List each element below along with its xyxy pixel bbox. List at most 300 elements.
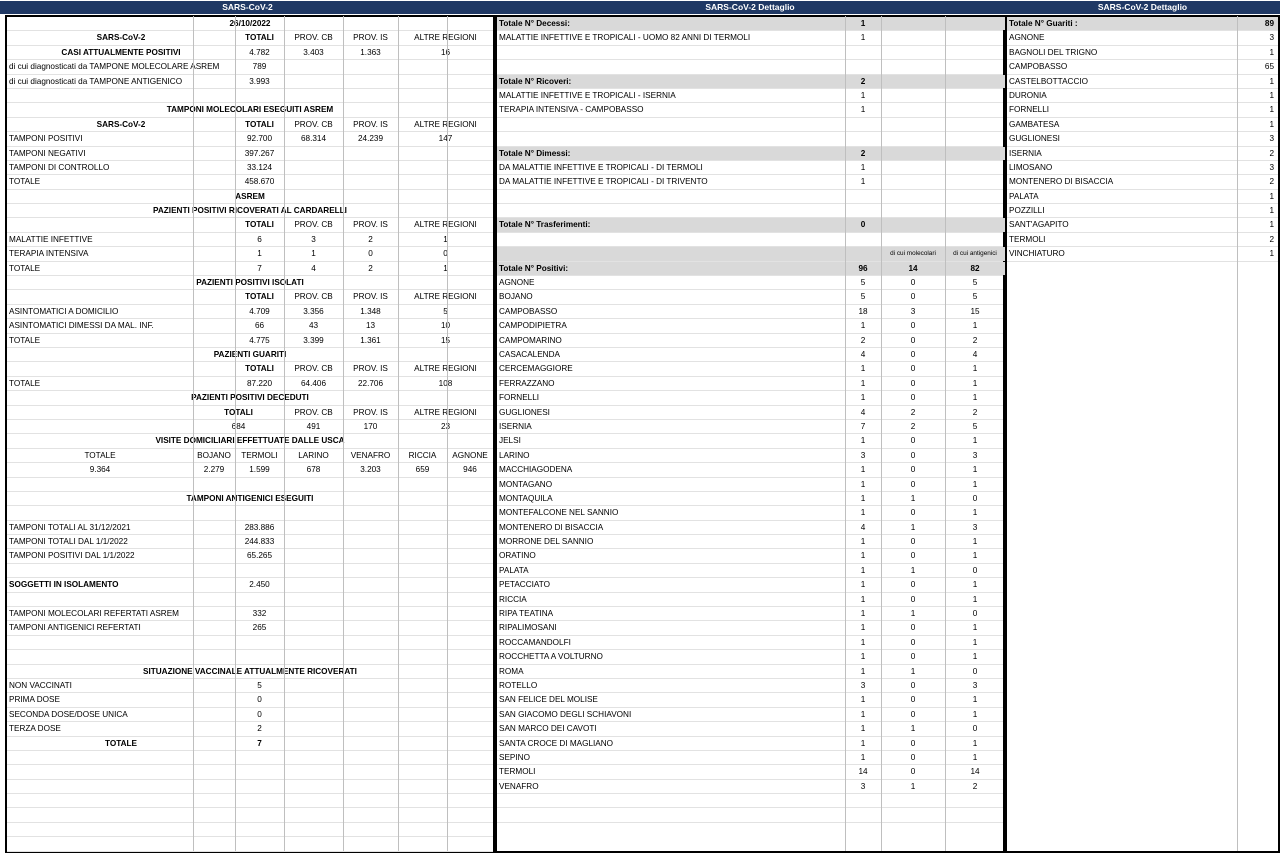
table-row bbox=[7, 679, 493, 693]
table-cell: DURONIA bbox=[1009, 90, 1047, 100]
table-cell: 2.450 bbox=[249, 580, 270, 590]
table-cell: 4 bbox=[311, 263, 316, 273]
table-cell: PROV. IS bbox=[353, 292, 388, 302]
table-row bbox=[497, 276, 1003, 290]
table-cell: TOTALI bbox=[245, 364, 274, 374]
table-cell: 678 bbox=[306, 465, 321, 475]
table-cell: 1 bbox=[1269, 191, 1274, 201]
table-row bbox=[7, 420, 493, 434]
table-cell: 4.782 bbox=[249, 47, 270, 57]
table-cell: 1 bbox=[860, 666, 866, 676]
table-cell: 789 bbox=[252, 62, 267, 72]
table-row bbox=[497, 334, 1003, 348]
table-row bbox=[7, 578, 493, 592]
table-cell: TAMPONI MOLECOLARI ESEGUITI ASREM bbox=[166, 105, 334, 115]
table-cell: 1 bbox=[860, 752, 866, 762]
table-cell: 1 bbox=[860, 537, 866, 547]
table-cell: ORATINO bbox=[499, 551, 536, 561]
table-cell: 18 bbox=[858, 306, 868, 316]
table-cell: 15 bbox=[970, 306, 980, 316]
table-cell: FERRAZZANO bbox=[499, 378, 555, 388]
table-row bbox=[7, 837, 493, 851]
table-row bbox=[497, 75, 1003, 89]
table-cell: 170 bbox=[363, 421, 378, 431]
table-row bbox=[497, 578, 1003, 592]
table-cell: 16 bbox=[440, 47, 451, 57]
table-cell: Totale N° Ricoveri: bbox=[499, 76, 572, 86]
table-row bbox=[497, 434, 1003, 448]
table-row bbox=[7, 190, 493, 204]
table-row bbox=[7, 808, 493, 822]
table-cell: 0 bbox=[910, 450, 916, 460]
table-row bbox=[497, 463, 1003, 477]
table-cell: TERMOLI bbox=[499, 767, 536, 777]
table-row bbox=[7, 377, 493, 391]
table-row bbox=[497, 521, 1003, 535]
table-cell: 1 bbox=[1269, 220, 1274, 230]
table-cell: Totale N° Trasferimenti: bbox=[499, 220, 591, 230]
table-cell: 3 bbox=[1269, 33, 1274, 43]
table-row bbox=[7, 319, 493, 333]
table-cell: ALTRE REGIONI bbox=[414, 220, 477, 230]
table-cell: 3.203 bbox=[360, 465, 381, 475]
table-cell: SOGGETTI IN ISOLAMENTO bbox=[9, 580, 119, 590]
table-row bbox=[7, 204, 493, 218]
table-row bbox=[497, 103, 1003, 117]
table-cell: 96 bbox=[858, 263, 868, 273]
table-cell: ASINTOMATICI DIMESSI DA MAL. INF. bbox=[9, 321, 154, 331]
table-cell: TOTALI bbox=[245, 33, 274, 43]
table-cell: SARS-CoV-2 bbox=[96, 33, 146, 43]
table-cell: 26/10/2022 bbox=[229, 19, 271, 28]
table-row bbox=[7, 434, 493, 448]
table-cell: 1 bbox=[860, 378, 866, 388]
table-cell: RICCIA bbox=[408, 450, 437, 460]
table-cell: 0 bbox=[910, 393, 916, 403]
table-cell: 1 bbox=[860, 724, 866, 734]
table-cell: 0 bbox=[910, 465, 916, 475]
table-row bbox=[497, 391, 1003, 405]
table-cell: TAMPONI NEGATIVI bbox=[9, 148, 86, 158]
table-cell: 82 bbox=[970, 263, 980, 273]
table-row bbox=[7, 31, 493, 45]
table-row bbox=[7, 218, 493, 232]
table-cell: VENAFRO bbox=[350, 450, 391, 460]
table-cell: 1 bbox=[860, 19, 866, 28]
table-cell: 1.348 bbox=[360, 306, 381, 316]
table-row bbox=[7, 118, 493, 132]
table-cell: 1 bbox=[860, 738, 866, 748]
table-cell: PROV. CB bbox=[294, 33, 333, 43]
table-cell: 1 bbox=[972, 551, 978, 561]
table-cell: 946 bbox=[463, 465, 477, 475]
table-cell: PAZIENTI POSITIVI RICOVERATI AL CARDARELLI bbox=[153, 206, 347, 216]
table-cell: PROV. CB bbox=[294, 119, 333, 129]
table-row bbox=[7, 161, 493, 175]
table-cell: TOTALI bbox=[245, 119, 274, 129]
table-cell: 3 bbox=[972, 450, 978, 460]
table-cell: PROV. CB bbox=[294, 292, 333, 302]
table-cell: 0 bbox=[910, 537, 916, 547]
table-row bbox=[497, 506, 1003, 520]
table-cell: Totale N° Dimessi: bbox=[499, 148, 571, 158]
table-row bbox=[497, 593, 1003, 607]
table-cell: SITUAZIONE VACCINALE ATTUALMENTE RICOVERATI bbox=[143, 666, 357, 676]
table-row bbox=[7, 751, 493, 765]
table-cell: Totale N° Positivi: bbox=[499, 263, 569, 273]
table-cell: 1 bbox=[972, 623, 978, 633]
table-cell: 1 bbox=[972, 436, 978, 446]
table-cell: 14 bbox=[908, 263, 918, 273]
table-cell: 1 bbox=[972, 378, 978, 388]
table-cell: 1 bbox=[443, 234, 448, 244]
table-cell: 491 bbox=[306, 421, 321, 431]
table-row bbox=[7, 406, 493, 420]
table-cell: MONTEFALCONE NEL SANNIO bbox=[499, 508, 619, 518]
table-cell: TOTALE bbox=[84, 450, 116, 460]
table-cell: TAMPONI TOTALI AL 31/12/2021 bbox=[9, 522, 131, 532]
table-cell: 1 bbox=[972, 364, 978, 374]
table-cell: CAMPODIPIETRA bbox=[499, 321, 567, 331]
table-row bbox=[497, 31, 1003, 45]
grid-line bbox=[343, 16, 344, 851]
table-cell: PALATA bbox=[499, 565, 529, 575]
table-cell: 1 bbox=[1269, 119, 1274, 129]
table-cell: 2 bbox=[368, 263, 373, 273]
table-cell: MONTENERO DI BISACCIA bbox=[1009, 177, 1114, 187]
table-cell: 0 bbox=[910, 508, 916, 518]
table-cell: 2 bbox=[860, 335, 866, 345]
table-cell: 5 bbox=[257, 680, 262, 690]
table-cell: di cui diagnosticati da TAMPONE MOLECOLARE ASREM bbox=[9, 62, 220, 72]
table-cell: 3 bbox=[860, 450, 866, 460]
table-cell: MACCHIAGODENA bbox=[499, 465, 573, 475]
table-cell: 9.364 bbox=[89, 465, 111, 475]
table-cell: PROV. IS bbox=[353, 33, 388, 43]
table-cell: 5 bbox=[972, 421, 978, 431]
table-cell: 0 bbox=[972, 609, 978, 619]
table-cell: 1 bbox=[972, 508, 978, 518]
table-cell: TAMPONI DI CONTROLLO bbox=[9, 162, 110, 172]
table-row bbox=[497, 348, 1003, 362]
table-cell: 64.406 bbox=[300, 378, 327, 388]
table-cell: 0 bbox=[910, 364, 916, 374]
table-row bbox=[7, 765, 493, 779]
table-cell: 1 bbox=[860, 90, 866, 100]
table-cell: 92.700 bbox=[246, 134, 273, 144]
table-cell: 1 bbox=[972, 393, 978, 403]
table-cell: 1 bbox=[972, 537, 978, 547]
table-cell: ROCCAMANDOLFI bbox=[499, 637, 571, 647]
table-cell: 1 bbox=[860, 580, 866, 590]
table-cell: 1 bbox=[860, 436, 866, 446]
table-cell: PALATA bbox=[1009, 191, 1039, 201]
table-cell: 0 bbox=[910, 623, 916, 633]
table-cell: di cui diagnosticati da TAMPONE ANTIGENICO bbox=[9, 76, 183, 86]
panel-dettaglio bbox=[495, 0, 1005, 853]
table-cell: Totale N° Guariti : bbox=[1009, 19, 1078, 28]
table-cell: 0 bbox=[910, 738, 916, 748]
table-cell: 3 bbox=[1269, 162, 1274, 172]
table-row bbox=[7, 334, 493, 348]
table-cell: 1 bbox=[860, 393, 866, 403]
table-cell: 4 bbox=[860, 349, 866, 359]
table-row bbox=[497, 89, 1003, 103]
table-row bbox=[497, 362, 1003, 376]
table-cell: 24.239 bbox=[357, 134, 384, 144]
table-row bbox=[7, 722, 493, 736]
table-row bbox=[497, 449, 1003, 463]
table-cell: ALTRE REGIONI bbox=[414, 292, 477, 302]
table-cell: VENAFRO bbox=[499, 781, 539, 791]
table-row bbox=[7, 708, 493, 722]
table-cell: PRIMA DOSE bbox=[9, 695, 60, 705]
table-cell: 0 bbox=[910, 436, 916, 446]
table-cell: 0 bbox=[860, 220, 866, 230]
table-row bbox=[497, 492, 1003, 506]
table-row bbox=[7, 233, 493, 247]
table-cell: 0 bbox=[910, 551, 916, 561]
panel-sars-cov-2 bbox=[0, 0, 495, 853]
table-cell: LIMOSANO bbox=[1009, 162, 1053, 172]
table-cell: 0 bbox=[910, 479, 916, 489]
table-cell: 0 bbox=[910, 695, 916, 705]
table-cell: 0 bbox=[910, 278, 916, 288]
table-cell: MONTAQUILA bbox=[499, 493, 553, 503]
table-cell: 1 bbox=[972, 738, 978, 748]
table-row bbox=[497, 737, 1003, 751]
table-cell: PAZIENTI GUARITI bbox=[213, 349, 287, 359]
table-cell: 0 bbox=[910, 292, 916, 302]
table-row bbox=[7, 247, 493, 261]
table-cell: 1 bbox=[860, 364, 866, 374]
table-cell: AGNONE bbox=[1009, 33, 1045, 43]
table-row bbox=[497, 535, 1003, 549]
table-row bbox=[7, 794, 493, 808]
table-cell: 0 bbox=[972, 724, 978, 734]
table-cell: GUGLIONESI bbox=[1009, 134, 1060, 144]
table-row bbox=[7, 549, 493, 563]
table-cell: 2 bbox=[1269, 177, 1274, 187]
table-cell: 659 bbox=[415, 465, 430, 475]
table-cell: TOTALI bbox=[245, 220, 274, 230]
grid-line bbox=[845, 16, 846, 851]
table-cell: 1 bbox=[311, 249, 316, 259]
table-cell: 22.706 bbox=[357, 378, 384, 388]
table-row bbox=[497, 549, 1003, 563]
table-cell: 1 bbox=[1269, 90, 1274, 100]
table-row bbox=[497, 751, 1003, 765]
table-cell: SAN GIACOMO DEGLI SCHIAVONI bbox=[499, 709, 632, 719]
table-row bbox=[7, 564, 493, 578]
table-cell: 397.267 bbox=[244, 148, 275, 158]
table-row bbox=[7, 449, 493, 463]
table-cell: 1 bbox=[1269, 76, 1274, 86]
table-cell: 2 bbox=[910, 407, 916, 417]
table-cell: CASTELBOTTACCIO bbox=[1009, 76, 1089, 86]
table-row bbox=[7, 492, 493, 506]
grid-line bbox=[1237, 16, 1238, 851]
table-cell: 3 bbox=[860, 680, 866, 690]
table-row bbox=[7, 636, 493, 650]
table-row bbox=[7, 693, 493, 707]
table-cell: PROV. CB bbox=[294, 364, 333, 374]
table-row bbox=[497, 794, 1003, 808]
table-row bbox=[7, 147, 493, 161]
table-cell: 684 bbox=[231, 421, 246, 431]
table-cell: 1 bbox=[860, 177, 866, 187]
table-cell: 147 bbox=[438, 134, 453, 144]
table-cell: 2 bbox=[972, 407, 978, 417]
table-cell: 3.399 bbox=[303, 335, 324, 345]
table-cell: POZZILLI bbox=[1009, 206, 1045, 216]
table-cell: SARS-CoV-2 bbox=[96, 119, 146, 129]
table-cell: 0 bbox=[368, 249, 373, 259]
table-row bbox=[7, 75, 493, 89]
table-row bbox=[497, 636, 1003, 650]
table-cell: 14 bbox=[858, 767, 868, 777]
table-cell: ROCCHETTA A VOLTURNO bbox=[499, 652, 603, 662]
table-cell: BAGNOLI DEL TRIGNO bbox=[1009, 47, 1098, 57]
table-cell: TAMPONI POSITIVI DAL 1/1/2022 bbox=[9, 551, 135, 561]
table-row bbox=[7, 823, 493, 837]
table-row bbox=[497, 233, 1003, 247]
table-row bbox=[497, 650, 1003, 664]
table-cell: 1 bbox=[860, 565, 866, 575]
table-row bbox=[497, 693, 1003, 707]
table-cell: 5 bbox=[443, 306, 448, 316]
table-cell: 458.670 bbox=[244, 177, 275, 187]
table-cell: 5 bbox=[860, 278, 866, 288]
table-cell: 33.124 bbox=[246, 162, 273, 172]
table-cell: 0 bbox=[972, 565, 978, 575]
table-cell: TERZA DOSE bbox=[9, 724, 61, 734]
table-cell: CAMPOBASSO bbox=[1009, 62, 1068, 72]
table-cell: TOTALE bbox=[9, 177, 41, 187]
table-cell: 89 bbox=[1264, 19, 1274, 28]
table-row bbox=[7, 521, 493, 535]
table-row bbox=[497, 478, 1003, 492]
table-cell: 0 bbox=[910, 637, 916, 647]
table-cell: CAMPOMARINO bbox=[499, 335, 562, 345]
table-cell: ALTRE REGIONI bbox=[414, 119, 477, 129]
table-cell: 4 bbox=[972, 349, 978, 359]
table-row bbox=[497, 218, 1003, 232]
table-cell: 1 bbox=[1269, 105, 1274, 115]
table-row bbox=[7, 391, 493, 405]
table-cell: 1 bbox=[860, 623, 866, 633]
table-cell: PROV. IS bbox=[353, 119, 388, 129]
table-cell: 3 bbox=[860, 781, 866, 791]
table-cell: PETACCIATO bbox=[499, 580, 550, 590]
table-cell: 0 bbox=[910, 652, 916, 662]
table-cell: 0 bbox=[972, 666, 978, 676]
table-row bbox=[497, 132, 1003, 146]
grid-line bbox=[945, 16, 946, 851]
table-cell: 3 bbox=[972, 522, 978, 532]
table-cell: DA MALATTIE INFETTIVE E TROPICALI - DI TERMOLI bbox=[499, 162, 703, 172]
grid-line bbox=[193, 16, 194, 851]
table-row bbox=[7, 17, 493, 31]
table-cell: TAMPONI POSITIVI bbox=[9, 134, 83, 144]
table-cell: 1 bbox=[972, 637, 978, 647]
table-cell: ALTRE REGIONI bbox=[414, 407, 477, 417]
table-row bbox=[7, 276, 493, 290]
table-cell: 1.361 bbox=[360, 335, 381, 345]
table-cell: DA MALATTIE INFETTIVE E TROPICALI - DI TRIVENTO bbox=[499, 177, 708, 187]
table-cell: 1 bbox=[972, 594, 978, 604]
table-cell: 0 bbox=[910, 580, 916, 590]
table-cell: 2 bbox=[1269, 234, 1274, 244]
table-cell: 7 bbox=[257, 738, 262, 748]
panel-header: SARS-CoV-2 Dettaglio bbox=[1005, 1, 1280, 14]
table-row bbox=[497, 319, 1003, 333]
table-cell: ISERNIA bbox=[499, 421, 532, 431]
table-cell: 5 bbox=[860, 292, 866, 302]
table-cell: 0 bbox=[910, 680, 916, 690]
table-cell: CERCEMAGGIORE bbox=[499, 364, 573, 374]
table-cell: AGNONE bbox=[499, 278, 535, 288]
table-row bbox=[7, 780, 493, 794]
table-cell: ASREM bbox=[235, 191, 265, 201]
table-cell: 1 bbox=[972, 479, 978, 489]
table-cell: CAMPOBASSO bbox=[499, 306, 558, 316]
table-cell: JELSI bbox=[499, 436, 521, 446]
table-cell: 5 bbox=[972, 278, 978, 288]
table-row bbox=[497, 147, 1003, 161]
table-cell: 1 bbox=[860, 652, 866, 662]
table-row bbox=[7, 362, 493, 376]
table-cell: 3.993 bbox=[249, 76, 270, 86]
table-cell: 43 bbox=[308, 321, 319, 331]
table-cell: 1 bbox=[1269, 249, 1274, 259]
table-cell: 2 bbox=[860, 76, 866, 86]
table-cell: 244.833 bbox=[244, 537, 275, 547]
table-cell: 1 bbox=[860, 493, 866, 503]
table-cell: 1 bbox=[972, 580, 978, 590]
table-row bbox=[497, 46, 1003, 60]
table-row bbox=[7, 478, 493, 492]
table-row bbox=[497, 305, 1003, 319]
table-cell: LARINO bbox=[499, 450, 530, 460]
table-cell: MONTAGANO bbox=[499, 479, 553, 489]
table-cell: Totale N° Decessi: bbox=[499, 19, 570, 28]
table-row bbox=[497, 564, 1003, 578]
table-cell: 23 bbox=[440, 421, 451, 431]
table-cell: TOTALE bbox=[9, 263, 41, 273]
table-cell: NON VACCINATI bbox=[9, 680, 72, 690]
table-cell: TERMOLI bbox=[1009, 234, 1046, 244]
table-cell: 2.279 bbox=[203, 465, 225, 475]
table-cell: 2 bbox=[257, 724, 262, 734]
table-cell: 0 bbox=[910, 349, 916, 359]
table-cell: 14 bbox=[970, 767, 980, 777]
table-cell: VISITE DOMICILIARI EFFETTUATE DALLE USCA bbox=[155, 436, 345, 446]
table-cell: 1 bbox=[1269, 206, 1274, 216]
table-cell: 1 bbox=[972, 709, 978, 719]
table-cell: 0 bbox=[910, 594, 916, 604]
table-cell: 1 bbox=[972, 695, 978, 705]
table-row bbox=[7, 621, 493, 635]
table-cell: RIPA TEATINA bbox=[499, 609, 554, 619]
table-cell: TERAPIA INTENSIVA - CAMPOBASSO bbox=[499, 105, 644, 115]
table-cell: di cui molecolari bbox=[890, 250, 936, 258]
table-cell: PROV. CB bbox=[294, 407, 333, 417]
table-row bbox=[497, 665, 1003, 679]
table-cell: 2 bbox=[972, 335, 978, 345]
grid-line bbox=[447, 16, 448, 851]
table-cell: 2 bbox=[910, 421, 916, 431]
